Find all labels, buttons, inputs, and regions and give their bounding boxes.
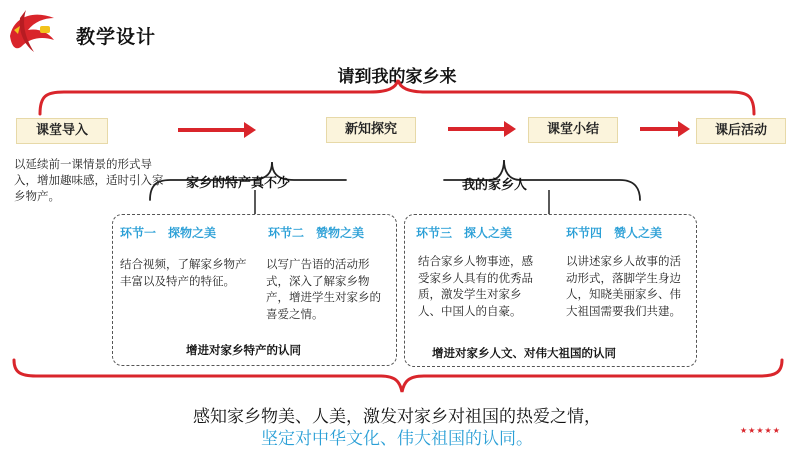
arrow-right-icon (640, 127, 680, 131)
section-text-1: 结合视频，了解家乡物产丰富以及特产的特征。 (120, 257, 247, 288)
arrow-right-icon (178, 128, 246, 132)
stage-after-class-activity: 课后活动 (696, 118, 786, 144)
main-title: 请到我的家乡来 (337, 67, 457, 87)
group-title-specialties: 家乡的特产真不少 (186, 176, 291, 191)
intro-description: 以延续前一课情景的形式导入，增加趣味感，适时引入家乡物产。 (14, 157, 164, 203)
conclusion-line-1: 感知家乡物美、人美，激发对家乡对祖国的热爱之情， (193, 407, 601, 427)
box-footer-people: 增进对家乡人文、对伟大祖国的认同 (432, 346, 616, 360)
stage-class-intro: 课堂导入 (16, 118, 108, 144)
box-footer-specialties: 增进对家乡特产的认同 (186, 343, 301, 357)
section-title-4: 环节四 赞人之美 (566, 226, 663, 240)
stage-class-summary: 课堂小结 (528, 117, 618, 143)
top-brace (40, 80, 754, 114)
section-title-2: 环节二 赞物之美 (268, 226, 365, 240)
star-rating-icon: ★★★★★ (740, 426, 781, 435)
group-title-hometown-people: 我的家乡人 (462, 178, 528, 193)
stage-new-knowledge: 新知探究 (326, 117, 416, 143)
section-text-3: 结合家乡人物事迹，感受家乡人具有的优秀品质，激发学生对家乡人、中国人的自豪。 (418, 254, 533, 318)
section-title-1: 环节一 探物之美 (120, 226, 217, 240)
section-text-4: 以讲述家乡人故事的活动形式，落脚学生身边人，知晓美丽家乡、伟大祖国需要我们共建。 (566, 254, 681, 318)
section-title-3: 环节三 探人之美 (416, 226, 513, 240)
section-text-2: 以写广告语的活动形式，深入了解家乡物产，增进学生对家乡的喜爱之情。 (266, 257, 381, 321)
conclusion-line-2: 坚定对中华文化、伟大祖国的认同。 (261, 429, 533, 449)
arrow-right-icon (448, 127, 506, 131)
header-title: 教学设计 (76, 26, 157, 48)
